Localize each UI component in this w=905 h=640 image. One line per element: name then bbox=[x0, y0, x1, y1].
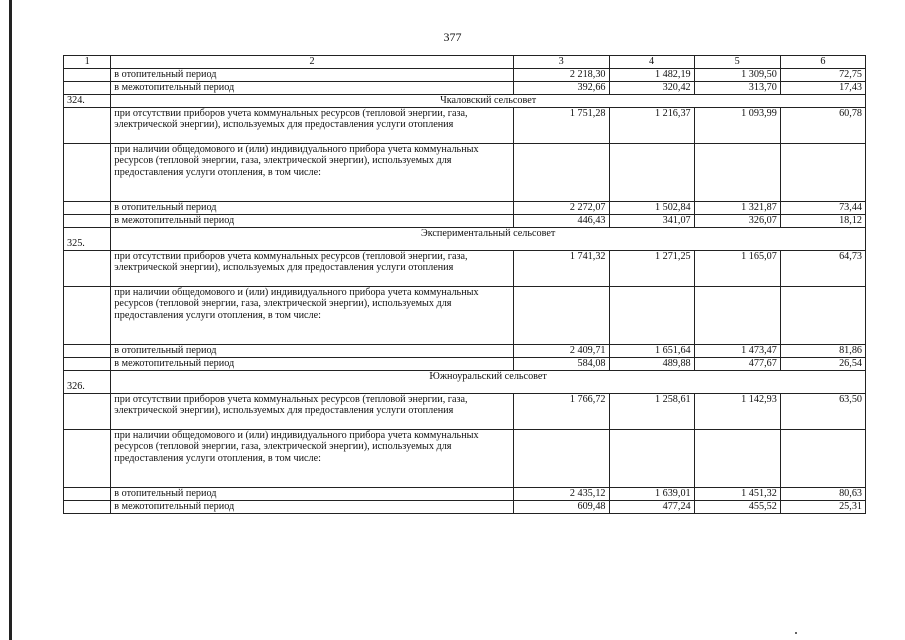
row-number bbox=[64, 81, 111, 94]
value-col-3: 2 218,30 bbox=[513, 68, 609, 81]
row-description: при отсутствии приборов учета коммунальных ресурсов (тепловой энергии, газа, электрической энергии), используемых для предоставления услуги отопления bbox=[111, 107, 514, 143]
row-number bbox=[64, 143, 111, 201]
section-number: 326. bbox=[64, 370, 111, 393]
value-col-3: 2 272,07 bbox=[513, 201, 609, 214]
row-description: в межотопительный период bbox=[111, 81, 514, 94]
scan-speck bbox=[795, 632, 797, 634]
value-col-6: 18,12 bbox=[780, 214, 865, 227]
value-col-4 bbox=[609, 429, 694, 487]
value-col-6: 60,78 bbox=[780, 107, 865, 143]
row-number bbox=[64, 286, 111, 344]
page-edge-bar bbox=[9, 0, 12, 640]
value-col-5: 1 309,50 bbox=[694, 68, 780, 81]
section-number: 324. bbox=[64, 94, 111, 107]
row-number bbox=[64, 107, 111, 143]
row-description: в отопительный период bbox=[111, 344, 514, 357]
row-number bbox=[64, 393, 111, 429]
row-description: при наличии общедомового и (или) индивидуального прибора учета коммунальных ресурсов (тепловой энергии, газа, электрической энергии), используемых для предоставления услуги отопления, в том числе: bbox=[111, 286, 514, 344]
value-col-6: 63,50 bbox=[780, 393, 865, 429]
value-col-5: 326,07 bbox=[694, 214, 780, 227]
value-col-6 bbox=[780, 429, 865, 487]
table-row bbox=[64, 201, 866, 214]
value-col-6: 25,31 bbox=[780, 500, 865, 513]
tariff-table bbox=[63, 55, 866, 514]
table-row bbox=[64, 357, 866, 370]
value-col-3: 2 409,71 bbox=[513, 344, 609, 357]
section-title: Экспериментальный сельсовет bbox=[111, 227, 866, 250]
value-col-6: 17,43 bbox=[780, 81, 865, 94]
value-col-4: 1 216,37 bbox=[609, 107, 694, 143]
value-col-5: 1 451,32 bbox=[694, 487, 780, 500]
row-description: при отсутствии приборов учета коммунальных ресурсов (тепловой энергии, газа, электрической энергии), используемых для предоставления услуги отопления bbox=[111, 393, 514, 429]
table-row bbox=[64, 393, 866, 429]
table-row bbox=[64, 214, 866, 227]
value-col-5: 313,70 bbox=[694, 81, 780, 94]
value-col-5 bbox=[694, 286, 780, 344]
value-col-4 bbox=[609, 286, 694, 344]
value-col-4: 489,88 bbox=[609, 357, 694, 370]
section-title: Южноуральский сельсовет bbox=[111, 370, 866, 393]
row-number bbox=[64, 487, 111, 500]
table-row bbox=[64, 250, 866, 286]
value-col-6 bbox=[780, 286, 865, 344]
column-header-6: 6 bbox=[780, 56, 865, 69]
section-title: Чкаловский сельсовет bbox=[111, 94, 866, 107]
value-col-5: 477,67 bbox=[694, 357, 780, 370]
row-description: в отопительный период bbox=[111, 201, 514, 214]
value-col-4: 1 502,84 bbox=[609, 201, 694, 214]
value-col-5: 1 142,93 bbox=[694, 393, 780, 429]
row-number bbox=[64, 500, 111, 513]
value-col-5: 1 321,87 bbox=[694, 201, 780, 214]
row-number bbox=[64, 344, 111, 357]
value-col-5 bbox=[694, 143, 780, 201]
value-col-5 bbox=[694, 429, 780, 487]
value-col-3: 2 435,12 bbox=[513, 487, 609, 500]
row-description: в межотопительный период bbox=[111, 357, 514, 370]
value-col-5: 1 473,47 bbox=[694, 344, 780, 357]
page-number: 377 bbox=[443, 30, 462, 44]
row-description: в отопительный период bbox=[111, 68, 514, 81]
section-row bbox=[64, 94, 866, 107]
value-col-3: 446,43 bbox=[513, 214, 609, 227]
value-col-3: 1 741,32 bbox=[513, 250, 609, 286]
value-col-3 bbox=[513, 429, 609, 487]
row-description: при отсутствии приборов учета коммунальных ресурсов (тепловой энергии, газа, электрической энергии), используемых для предоставления услуги отопления bbox=[111, 250, 514, 286]
value-col-6: 64,73 bbox=[780, 250, 865, 286]
row-number bbox=[64, 250, 111, 286]
row-description: в межотопительный период bbox=[111, 500, 514, 513]
value-col-4: 341,07 bbox=[609, 214, 694, 227]
value-col-6: 73,44 bbox=[780, 201, 865, 214]
row-number bbox=[64, 201, 111, 214]
value-col-6: 81,86 bbox=[780, 344, 865, 357]
value-col-4: 477,24 bbox=[609, 500, 694, 513]
table-row bbox=[64, 68, 866, 81]
row-number bbox=[64, 68, 111, 81]
section-row bbox=[64, 227, 866, 250]
table-row bbox=[64, 286, 866, 344]
table-row bbox=[64, 429, 866, 487]
value-col-4: 1 258,61 bbox=[609, 393, 694, 429]
row-description: в межотопительный период bbox=[111, 214, 514, 227]
table-row bbox=[64, 344, 866, 357]
value-col-4 bbox=[609, 143, 694, 201]
table-row bbox=[64, 500, 866, 513]
table-row bbox=[64, 81, 866, 94]
section-row bbox=[64, 370, 866, 393]
table-row bbox=[64, 487, 866, 500]
value-col-4: 1 651,64 bbox=[609, 344, 694, 357]
table-row bbox=[64, 107, 866, 143]
row-description: при наличии общедомового и (или) индивидуального прибора учета коммунальных ресурсов (тепловой энергии, газа, электрической энергии), используемых для предоставления услуги отопления, в том числе: bbox=[111, 429, 514, 487]
row-description: при наличии общедомового и (или) индивидуального прибора учета коммунальных ресурсов (тепловой энергии, газа, электрической энергии), используемых для предоставления услуги отопления, в том числе: bbox=[111, 143, 514, 201]
value-col-3: 1 766,72 bbox=[513, 393, 609, 429]
value-col-6: 26,54 bbox=[780, 357, 865, 370]
column-header-3: 3 bbox=[513, 56, 609, 69]
column-header-5: 5 bbox=[694, 56, 780, 69]
value-col-3: 609,48 bbox=[513, 500, 609, 513]
value-col-5: 455,52 bbox=[694, 500, 780, 513]
column-header-row bbox=[64, 56, 866, 69]
value-col-3: 584,08 bbox=[513, 357, 609, 370]
value-col-4: 1 639,01 bbox=[609, 487, 694, 500]
column-header-1: 1 bbox=[64, 56, 111, 69]
table-row bbox=[64, 143, 866, 201]
column-header-2: 2 bbox=[111, 56, 514, 69]
value-col-6 bbox=[780, 143, 865, 201]
value-col-3 bbox=[513, 143, 609, 201]
row-number bbox=[64, 357, 111, 370]
column-header-4: 4 bbox=[609, 56, 694, 69]
value-col-6: 72,75 bbox=[780, 68, 865, 81]
row-number bbox=[64, 429, 111, 487]
row-number bbox=[64, 214, 111, 227]
section-number: 325. bbox=[64, 227, 111, 250]
row-description: в отопительный период bbox=[111, 487, 514, 500]
value-col-3 bbox=[513, 286, 609, 344]
value-col-3: 1 751,28 bbox=[513, 107, 609, 143]
value-col-4: 1 271,25 bbox=[609, 250, 694, 286]
value-col-4: 1 482,19 bbox=[609, 68, 694, 81]
value-col-3: 392,66 bbox=[513, 81, 609, 94]
value-col-5: 1 165,07 bbox=[694, 250, 780, 286]
value-col-6: 80,63 bbox=[780, 487, 865, 500]
value-col-5: 1 093,99 bbox=[694, 107, 780, 143]
value-col-4: 320,42 bbox=[609, 81, 694, 94]
